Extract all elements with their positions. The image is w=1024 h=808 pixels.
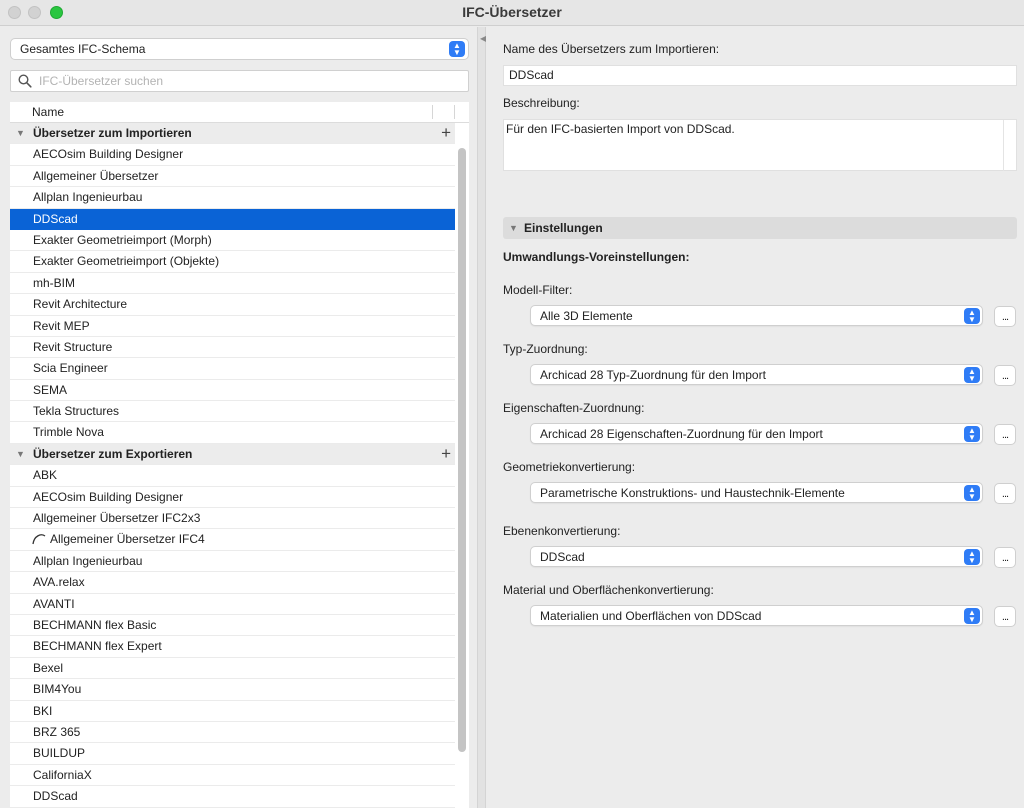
property-mapping-label: Eigenschaften-Zuordnung: — [503, 401, 645, 415]
chevron-updown-icon: ▲ ▼ — [964, 426, 980, 442]
translator-row[interactable] — [10, 529, 455, 550]
chevron-updown-icon: ▲ ▼ — [964, 608, 980, 624]
translator-name: SEMA — [33, 382, 68, 397]
translator-name: Trimble Nova — [33, 425, 104, 440]
column-separator — [432, 105, 433, 119]
translator-name: Allgemeiner Übersetzer — [33, 168, 159, 183]
search-field[interactable] — [10, 70, 469, 92]
disclosure-triangle-icon[interactable]: ▼ — [16, 128, 25, 138]
column-header-name[interactable] — [10, 102, 469, 123]
translator-name: Allgemeiner Übersetzer IFC2x3 — [33, 511, 201, 526]
translator-name: mh-BIM — [33, 275, 75, 290]
translator-row[interactable] — [10, 465, 455, 486]
column-header-label: Name — [32, 105, 65, 119]
translator-name: BECHMANN flex Expert — [33, 639, 162, 654]
material-conversion-options-button[interactable]: ... — [994, 606, 1016, 627]
collapse-arrow-icon[interactable]: ◀ — [480, 34, 487, 43]
translator-row[interactable] — [10, 615, 455, 636]
geometry-conversion-label: Geometriekonvertierung: — [503, 460, 636, 474]
list-scrollbar[interactable] — [458, 148, 466, 752]
disclosure-triangle-icon[interactable]: ▼ — [16, 448, 25, 459]
translator-row[interactable] — [10, 316, 455, 337]
window-title: IFC-Übersetzer — [462, 4, 562, 20]
material-conversion-select[interactable] — [530, 605, 983, 626]
chevron-updown-icon: ▲ ▼ — [964, 308, 980, 324]
chevron-updown-icon: ▲ ▼ — [964, 485, 980, 501]
translator-name: AVA.relax — [33, 575, 85, 590]
translator-name: AECOsim Building Designer — [33, 147, 184, 162]
settings-label: Einstellungen — [524, 221, 603, 235]
curve-icon — [32, 533, 46, 545]
chevron-updown-icon: ▲ ▼ — [449, 41, 465, 57]
layer-conversion-value: DDScad — [540, 550, 585, 564]
translator-name: ABK — [33, 468, 58, 483]
model-filter-value: Alle 3D Elemente — [540, 309, 633, 323]
description-scrollbar — [1003, 120, 1004, 171]
translator-row[interactable] — [10, 251, 455, 272]
translator-row[interactable] — [10, 230, 455, 251]
translator-row[interactable] — [10, 358, 455, 379]
translator-name: DDScad — [33, 789, 78, 804]
translator-name: Allplan Ingenieurbau — [33, 553, 143, 568]
translator-row[interactable] — [10, 166, 455, 187]
name-field[interactable]: DDScad — [503, 65, 1017, 86]
translator-row[interactable] — [10, 187, 455, 208]
translator-name: Exakter Geometrieimport (Objekte) — [33, 254, 220, 269]
property-mapping-options-button[interactable]: ... — [994, 424, 1016, 445]
chevron-updown-icon: ▲ ▼ — [964, 367, 980, 383]
title-bar — [0, 0, 1024, 26]
translator-row[interactable] — [10, 401, 455, 422]
translator-row[interactable] — [10, 294, 455, 315]
type-mapping-options-button[interactable]: ... — [994, 365, 1016, 386]
material-conversion-value: Materialien und Oberflächen von DDScad — [540, 609, 762, 623]
translator-name: Exakter Geometrieimport (Morph) — [33, 232, 212, 247]
translator-name: BRZ 365 — [33, 724, 81, 739]
translator-rows — [10, 123, 469, 808]
translator-name: Revit MEP — [33, 318, 90, 333]
geometry-conversion-options-button[interactable]: ... — [994, 483, 1016, 504]
translator-name: BECHMANN flex Basic — [33, 617, 157, 632]
settings-section-header[interactable] — [503, 217, 1017, 239]
description-field[interactable] — [503, 119, 1017, 171]
translator-name: BKI — [33, 703, 53, 718]
type-mapping-label: Typ-Zuordnung: — [503, 342, 588, 356]
translator-name: Bexel — [33, 660, 64, 675]
translator-name: Allgemeiner Übersetzer IFC4 — [50, 532, 205, 547]
translator-row[interactable] — [10, 765, 455, 786]
search-icon — [18, 74, 32, 88]
group-header[interactable] — [10, 123, 455, 144]
translator-row[interactable] — [10, 722, 455, 743]
type-mapping-value: Archicad 28 Typ-Zuordnung für den Import — [540, 368, 766, 382]
translator-name: Scia Engineer — [33, 361, 108, 376]
translator-row[interactable] — [10, 380, 455, 401]
translator-detail-pane — [486, 27, 1024, 808]
add-translator-button[interactable]: + — [441, 443, 451, 463]
schema-select-value: Gesamtes IFC-Schema — [20, 42, 146, 56]
layer-conversion-select[interactable] — [530, 546, 983, 567]
translator-name: AVANTI — [33, 596, 75, 611]
group-header[interactable] — [10, 444, 455, 465]
schema-select[interactable] — [10, 38, 469, 60]
search-input[interactable] — [39, 73, 459, 89]
translator-row[interactable] — [10, 743, 455, 764]
translator-row[interactable] — [10, 508, 455, 529]
add-translator-button[interactable]: + — [441, 123, 451, 142]
model-filter-select[interactable] — [530, 305, 983, 326]
translator-name: Tekla Structures — [33, 404, 120, 419]
description-label: Beschreibung: — [503, 96, 580, 110]
translator-row[interactable] — [10, 209, 455, 230]
property-mapping-select[interactable] — [530, 423, 983, 444]
translator-list-pane — [0, 27, 477, 808]
group-label: Übersetzer zum Importieren — [33, 126, 192, 140]
translator-row[interactable] — [10, 273, 455, 294]
conversion-presets-heading: Umwandlungs-Voreinstellungen: — [503, 250, 690, 264]
translator-row[interactable] — [10, 701, 455, 722]
translator-name: Revit Structure — [33, 339, 113, 354]
column-separator — [454, 105, 455, 119]
translator-row[interactable] — [10, 636, 455, 657]
material-conversion-label: Material und Oberflächenkonvertierung: — [503, 583, 714, 597]
model-filter-label: Modell-Filter: — [503, 283, 573, 297]
geometry-conversion-select[interactable] — [530, 482, 983, 503]
geometry-conversion-value: Parametrische Konstruktions- und Haustechnik-Elemente — [540, 486, 845, 500]
translator-name: BUILDUP — [33, 746, 86, 761]
translator-name: DDScad — [33, 211, 78, 226]
chevron-updown-icon: ▲ ▼ — [964, 549, 980, 565]
translator-row[interactable] — [10, 572, 455, 593]
name-label: Name des Übersetzers zum Importieren: — [503, 42, 720, 56]
property-mapping-value: Archicad 28 Eigenschaften-Zuordnung für den Import — [540, 427, 823, 441]
pane-divider[interactable] — [477, 27, 486, 808]
translator-name: Revit Architecture — [33, 297, 128, 312]
translator-row[interactable] — [10, 337, 455, 358]
disclosure-triangle-icon[interactable]: ▼ — [509, 223, 518, 233]
translator-name: BIM4You — [33, 682, 82, 697]
layer-conversion-options-button[interactable]: ... — [994, 547, 1016, 568]
translator-row[interactable] — [10, 487, 455, 508]
translator-row[interactable] — [10, 658, 455, 679]
translator-name: Allplan Ingenieurbau — [33, 190, 143, 205]
translator-name: CaliforniaX — [33, 767, 92, 782]
description-text: Für den IFC-basierten Import von DDScad. — [506, 122, 735, 136]
translator-row[interactable] — [10, 594, 455, 615]
translator-row[interactable] — [10, 144, 455, 165]
translator-name: AECOsim Building Designer — [33, 489, 184, 504]
model-filter-options-button[interactable]: ... — [994, 306, 1016, 327]
translator-table — [10, 102, 469, 808]
translator-row[interactable] — [10, 422, 455, 443]
translator-row[interactable] — [10, 551, 455, 572]
group-label: Übersetzer zum Exportieren — [33, 446, 193, 461]
layer-conversion-label: Ebenenkonvertierung: — [503, 524, 621, 538]
translator-row[interactable] — [10, 679, 455, 700]
type-mapping-select[interactable] — [530, 364, 983, 385]
translator-row[interactable] — [10, 786, 455, 807]
